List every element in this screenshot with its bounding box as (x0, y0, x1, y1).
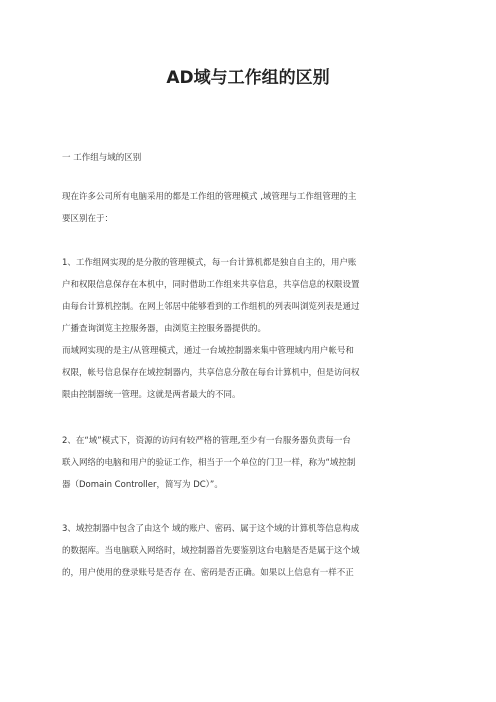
paragraph-line: 限由控制器统一管理。这就是两者最大的不同。 (62, 390, 241, 400)
paragraph-line: 2、在“域”模式下，资源的访问有较严格的管理,至少有一台服务器负责每一台 (62, 436, 351, 446)
paragraph-line: 户和权限信息保存在本机中，同时借助工作组来共享信息，共享信息的权限设置 (62, 280, 360, 290)
paragraph-line: 要区别在于： (62, 214, 114, 224)
paragraph-point-1 (62, 252, 438, 340)
paragraph-line: 联入网络的电脑和用户的验证工作，相当于一个单位的门卫一样，称为“域控制 (62, 458, 356, 468)
paragraph-line: 由每台计算机控制。在网上邻居中能够看到的工作组机的列表叫浏览列表是通过 (62, 302, 360, 312)
paragraph-line: 器（Domain Controller，简写为 DC）”。 (62, 480, 223, 490)
paragraph-line: 的，用户使用的登录账号是否存 在、密码是否正确。如果以上信息有一样不正 (62, 568, 354, 578)
document-title: AD域与工作组的区别 (166, 68, 330, 88)
section-heading: 一 工作组与域的区别 (62, 153, 142, 163)
paragraph-line: 而域网实现的是主/从管理模式，通过一台域控制器来集中管理域内用户帐号和 (62, 346, 354, 356)
paragraph-point-2 (62, 430, 438, 496)
paragraph-line: 1、工作组网实现的是分散的管理模式，每一台计算机都是独自自主的，用户账 (62, 258, 357, 268)
paragraph-line: 现在许多公司所有电脑采用的都是工作组的管理模式 ,域管理与工作组管理的主 (62, 192, 357, 202)
paragraph-line: 3、域控制器中包含了由这个 域的账户、密码、属于这个域的计算机等信息构成 (62, 524, 360, 534)
paragraph-line: 的数据库。当电脑联入网络时，域控制器首先要鉴别这台电脑是否是属于这个域 (62, 546, 360, 556)
paragraph-line: 广播查询浏览主控服务器，由浏览主控服务器提供的。 (62, 324, 267, 334)
paragraph-intro (62, 186, 438, 230)
paragraph-line: 权限，帐号信息保存在域控制器内，共享信息分散在每台计算机中，但是访问权 (62, 368, 360, 378)
paragraph-domain-model (62, 340, 438, 406)
paragraph-point-3 (62, 518, 438, 584)
